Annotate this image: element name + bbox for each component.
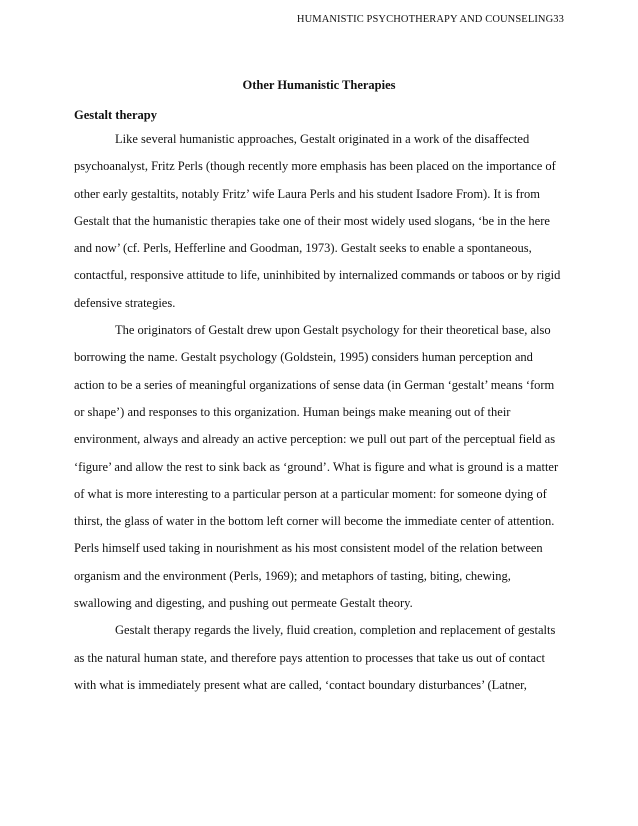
text-line: other early gestaltits, notably Fritz’ wife Laura Perls and his student Isadore From). It is from	[74, 186, 540, 201]
section-heading: Gestalt therapy	[74, 108, 157, 122]
running-head: HUMANISTIC PSYCHOTHERAPY AND COUNSELING33	[296, 14, 564, 25]
text-line: ‘figure’ and allow the rest to sink back as ‘ground’. What is figure and what is ground is a matter	[74, 459, 559, 474]
text-line: swallowing and digesting, and pushing out permeate Gestalt theory.	[74, 596, 413, 611]
text-line: borrowing the name. Gestalt psychology (Goldstein, 1995) considers human perception and	[74, 350, 533, 365]
text-line: Like several humanistic approaches, Gestalt originated in a work of the disaffected	[115, 132, 530, 146]
text-line: environment, always and already an active perception: we pull out part of the perceptual field as	[74, 432, 556, 447]
text-line: Gestalt that the humanistic therapies take one of their most widely used slogans, ‘be in the here	[74, 213, 550, 228]
text-line: Perls himself used taking in nourishment as his most consistent model of the relation between	[74, 541, 543, 556]
text-line: of what is more interesting to a particular person at a particular moment: for someone dying of	[74, 486, 547, 501]
text-line: The originators of Gestalt drew upon Gestalt psychology for their theoretical base, also	[115, 323, 551, 338]
text-line: and now’ (cf. Perls, Hefferline and Goodman, 1973). Gestalt seeks to enable a spontaneous,	[74, 241, 532, 256]
text-line: as the natural human state, and therefore pays attention to processes that take us out of contact	[74, 650, 546, 665]
text-line: contactful, responsive attitude to life, uninhibited by internalized commands or taboos or by rigid	[74, 268, 561, 283]
text-line: psychoanalyst, Fritz Perls (though recently more emphasis has been placed on the importance of	[74, 159, 556, 174]
page-title: Other Humanistic Therapies	[242, 78, 396, 92]
text-line: action to be a series of meaningful organizations of sense data (in German ‘gestalt’ means ‘form	[74, 377, 555, 392]
text-line: defensive strategies.	[74, 295, 176, 310]
text-line: organism and the environment (Perls, 1969); and metaphors of tasting, biting, chewing,	[74, 568, 511, 583]
text-line: thirst, the glass of water in the bottom left corner will become the immediate center of attention.	[74, 514, 555, 529]
body-text	[74, 126, 568, 699]
text-line: Gestalt therapy regards the lively, fluid creation, completion and replacement of gestalts	[115, 623, 556, 638]
text-line: with what is immediately present what are called, ‘contact boundary disturbances’ (Latner,	[74, 677, 527, 692]
text-line: or shape’) and responses to this organization. Human beings make meaning out of their	[74, 404, 511, 419]
